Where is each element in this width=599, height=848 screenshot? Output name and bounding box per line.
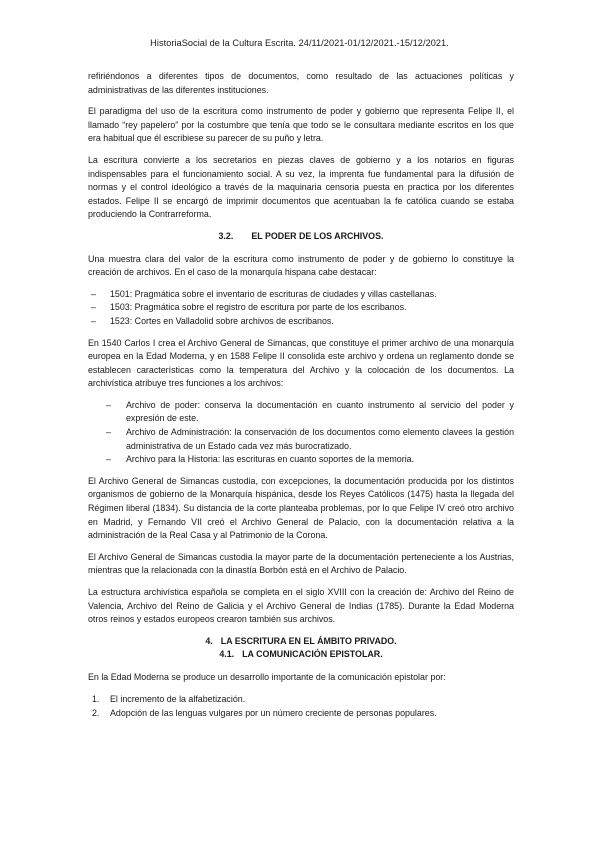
section-heading-3-2 — [88, 230, 514, 244]
dash-list-pragmaticas — [88, 288, 514, 329]
section-number: 4. — [205, 635, 213, 646]
dash-bullet-icon: – — [91, 288, 96, 299]
dash-bullet-icon: – — [91, 302, 96, 313]
dash-list-funciones — [88, 399, 514, 467]
dash-bullet-icon: – — [106, 399, 111, 410]
list-item: – 1503: Pragmática sobre el registro de escritura por parte de los escribanos. — [88, 301, 514, 315]
list-item: 1. El incremento de la alfabetización. — [92, 693, 246, 704]
paragraph: El paradigma del uso de la escritura como instrumento de poder y gobierno que representa Felipe II, el llamado “rey papelero” por la costumbre que tenía que todo se le consultara mediante escritos en los que era habitual que él escribiese su parecer de su puño y letra. — [88, 106, 514, 144]
section-title: LA COMUNICACIÓN EPISTOLAR. — [242, 649, 383, 660]
paragraph: En 1540 Carlos I crea el Archivo General de Simancas, que constituye el primer archivo de una monarquía europea en la Edad Moderna, y en 1588 Felipe II consolida este archivo y ordena un reglamento donde se establecen características como la temperatura del Archivo y la colocación de los documentos. La archivística atribuye tres funciones a los archivos: — [88, 337, 514, 389]
section-number: 4.1. — [219, 649, 235, 660]
paragraph: Una muestra clara del valor de la escritura como instrumento de poder y de gobierno lo constituye la creación de archivos. En el caso de la monarquía hispana cabe destacar: — [88, 253, 514, 278]
section-heading-4-1 — [88, 648, 514, 662]
paragraph: La escritura convierte a los secretarios en piezas claves de gobierno y a los notarios en figuras indispensables para el funcionamiento social. A su vez, la imprenta fue fundamental para la difusión de normas y el control ideológico a través de la maquinaria censoria puesta en practica por los diferentes estados. Felipe II se encargó de imprimir documentos que acentuaban la fe católica cuando se estaba produciendo la Contrarreforma. — [88, 154, 514, 220]
dash-bullet-icon: – — [91, 315, 96, 326]
page-header: HistoriaSocial de la Cultura Escrita. 24/11/2021-01/12/2021.-15/12/2021. — [150, 38, 449, 48]
paragraph: El Archivo General de Simancas custodia, con excepciones, la documentación producida por los distintos organismos de gobierno de la Monarquía hispánica, desde los Reyes Católicos (1475) hasta la llegada del Régimen liberal (1834). Su distancia de la corte planteaba problemas, por lo que Felipe IV creó otro archivo en Madrid, y Fernando VII creó el Archivo General de Palacio, con la documentación relativa a la administración de la Real Casa y al Patrimonio de la Corona. — [88, 475, 514, 541]
section-number: 3.2. — [218, 230, 234, 241]
dash-bullet-icon: – — [106, 427, 111, 438]
list-item: – Archivo para la Historia: las escrituras en cuanto soportes de la memoria. — [88, 453, 514, 467]
dash-bullet-icon: – — [106, 454, 111, 465]
paragraph: refiriéndonos a diferentes tipos de documentos, como resultado de las actuaciones políticas y administrativas de las diferentes instituciones. — [88, 71, 514, 95]
section-heading-4 — [88, 635, 514, 649]
list-item: – Archivo de poder: conserva la documentación en cuanto instrumento al servicio del poder y expresión de este. — [106, 399, 514, 424]
section-title: LA ESCRITURA EN EL ÁMBITO PRIVADO. — [220, 635, 397, 646]
list-item: – 1501: Pragmática sobre el inventario de escrituras de ciudades y villas castellanas. — [88, 288, 514, 302]
page-content — [88, 70, 514, 722]
list-item: – Archivo de Administración: la conservación de los documentos como elemento clavees la gestión administrativa de un Estado cada vez más burocratizado. — [106, 427, 514, 451]
paragraph: En la Edad Moderna se produce un desarrollo importante de la comunicación epistolar por: — [88, 671, 446, 682]
paragraph: El Archivo General de Simancas custodia la mayor parte de la documentación perteneciente a los Austrias, mientras que la relacionada con la dinastía Borbón está en el Archivo de Palacio. — [88, 551, 514, 576]
list-item: 2. Adopción de las lenguas vulgares por un número creciente de personas populares. — [92, 708, 437, 719]
paragraph: La estructura archivística española se completa en el siglo XVIII con la creación de: Archivo del Reino de Valencia, Archivo del Reino de Galicia y el Archivo General de Indias (1785). Durante la Edad Moderna otros reinos y estados europeos crearon también sus archivos. — [88, 587, 514, 625]
numbered-list — [88, 693, 514, 721]
section-title: EL PODER DE LOS ARCHIVOS. — [251, 230, 384, 241]
list-item: – 1523: Cortes en Valladolid sobre archivos de escribanos. — [88, 315, 514, 329]
